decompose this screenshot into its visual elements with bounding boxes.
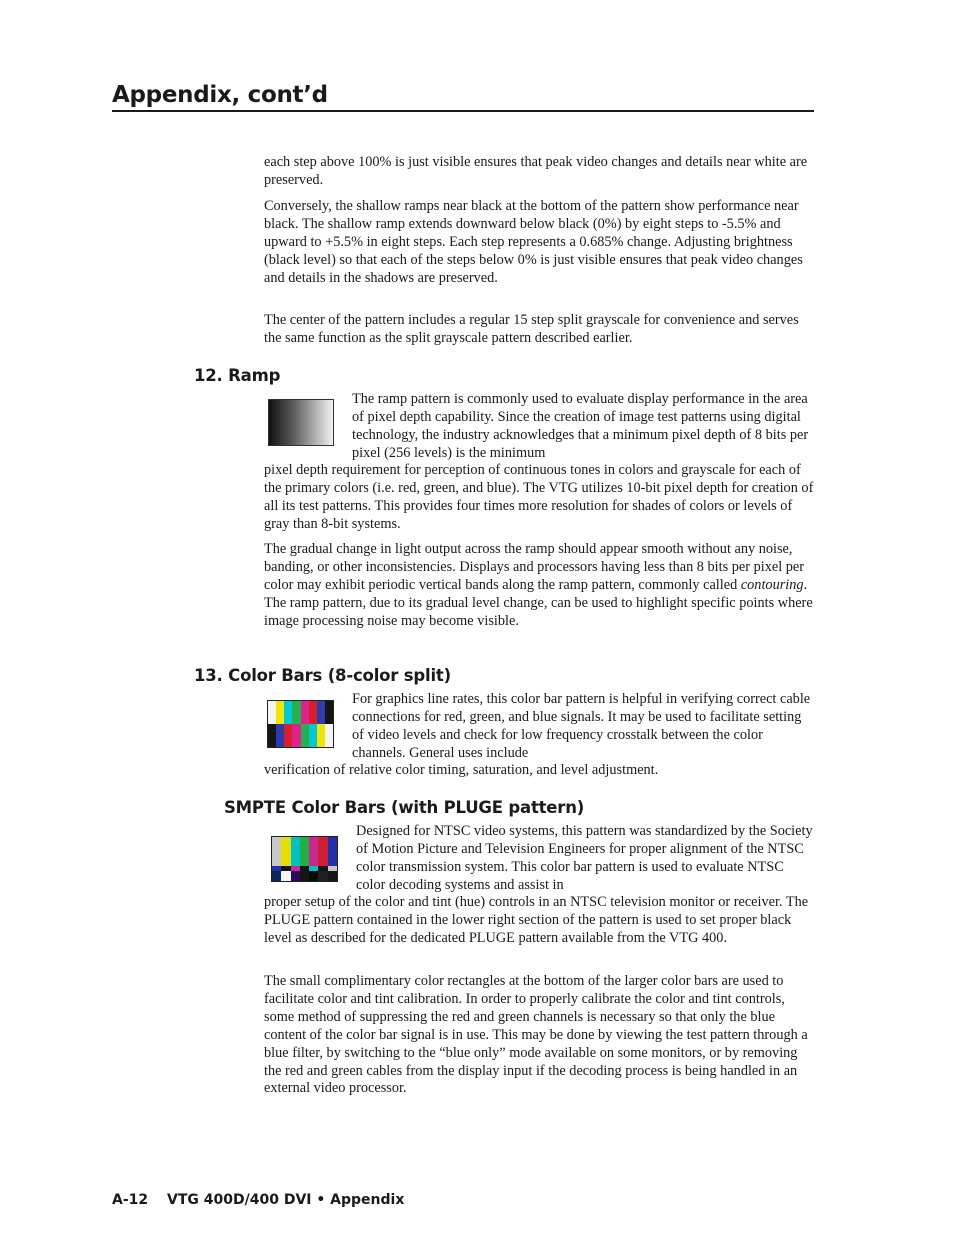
ramp-paragraph-2 bbox=[264, 541, 816, 631]
smpte-pluge-cell-4 bbox=[300, 871, 309, 881]
color-bar-top-7 bbox=[317, 701, 325, 724]
color-bar-top-3 bbox=[284, 701, 292, 724]
smpte-pluge-cell-5 bbox=[309, 871, 318, 881]
intro-paragraph-1: each step above 100% is just visible ensures that peak video changes and details near white are preserved. bbox=[264, 154, 808, 188]
color-bars-top-row bbox=[268, 701, 333, 724]
color-bars-pattern-thumbnail bbox=[267, 700, 334, 748]
smpte-bar-2 bbox=[281, 837, 290, 866]
smpte-pluge-cell-1 bbox=[272, 871, 281, 881]
color-bar-bottom-4 bbox=[292, 724, 300, 747]
color-bar-bottom-6 bbox=[309, 724, 317, 747]
color-bar-bottom-3 bbox=[284, 724, 292, 747]
page-header-title: Appendix, cont’d bbox=[112, 82, 814, 112]
color-bar-bottom-7 bbox=[317, 724, 325, 747]
smpte-bar-5 bbox=[309, 837, 318, 866]
intro-paragraph-3: The center of the pattern includes a regular 15 step split grayscale for convenience and serves the same function as the split grayscale pattern described earlier. bbox=[264, 312, 799, 346]
smpte-bar-3 bbox=[291, 837, 300, 866]
section-heading-ramp: 12. Ramp bbox=[194, 366, 281, 385]
color-bars-bottom-row bbox=[268, 724, 333, 747]
smpte-bar-4 bbox=[300, 837, 309, 866]
smpte-pattern-thumbnail bbox=[271, 836, 338, 882]
ramp-intro-text: The ramp pattern is commonly used to evaluate display performance in the area of pixel depth capability. Since the creation of image test patterns using digital technology, the industry acknowledges that a minimum pixel depth of 8 bits per pixel (256 levels) is the minimum bbox=[352, 391, 809, 461]
smpte-intro-text: Designed for NTSC video systems, this pattern was standardized by the Society of Motion Picture and Television Engineers for proper alignment of the NTSC color transmission system. This color bar pattern is used to evaluate NTSC color decoding systems and assist in bbox=[356, 823, 813, 893]
smpte-pluge-cell-7 bbox=[328, 871, 337, 881]
smpte-bar-6 bbox=[318, 837, 327, 866]
ramp-p2-part2: . The ramp pattern, due to its gradual level change, can be used to highlight specific points where image processing noise may become visible. bbox=[264, 576, 813, 629]
page-number: A-12 bbox=[112, 1192, 149, 1208]
ramp-p2-part1: The gradual change in light output across the ramp should appear smooth without any noise, banding, or other inconsistencies. Displays and processors having less than 8 bits per pixel per color may exhibit periodic vertical bands along the ramp pattern, commonly called bbox=[264, 541, 804, 593]
smpte-continued-text: proper setup of the color and tint (hue) controls in an NTSC television monitor or receiver. The PLUGE pattern contained in the lower right section of the pattern is used to set proper black level as described for the dedicated PLUGE pattern available from the VTG 400. bbox=[264, 894, 809, 946]
ramp-pattern-thumbnail bbox=[268, 399, 334, 446]
color-bars-continued-text: verification of relative color timing, saturation, and level adjustment. bbox=[264, 762, 659, 778]
smpte-bar-1 bbox=[272, 837, 281, 866]
smpte-paragraph-2: The small complimentary color rectangles at the bottom of the larger color bars are used to facilitate color and tint calibration. In order to properly calibrate the color and tint controls, some method of suppressing the red and green channels is necessary so that only the blue content of the color bar signal is in use. This may be done by viewing the test pattern through a blue filter, by switching to the “blue only” mode available on some monitors, or by removing the red and green cables from the display input if the decoding process is being handled in an external video processor. bbox=[264, 973, 808, 1097]
color-bar-top-5 bbox=[301, 701, 309, 724]
color-bar-top-2 bbox=[276, 701, 284, 724]
smpte-pluge-cell-6 bbox=[318, 871, 327, 881]
color-bar-bottom-8 bbox=[325, 724, 333, 747]
page-footer bbox=[112, 1192, 404, 1208]
color-bar-top-1 bbox=[268, 701, 276, 724]
color-bar-bottom-5 bbox=[301, 724, 309, 747]
ramp-continued-text: pixel depth requirement for perception of continuous tones in colors and grayscale for each of the primary colors (i.e. red, green, and blue). The VTG utilizes 10-bit pixel depth for creation of all its test patterns. This provides four times more resolution for shades of colors or levels of gray than 8-bit systems. bbox=[264, 462, 814, 532]
color-bars-intro-text: For graphics line rates, this color bar pattern is helpful in verifying correct cable connections for red, green, and blue signals. It may be used to facilitate setting of video levels and check for low frequency crosstalk between the color channels. General uses include bbox=[352, 691, 811, 761]
color-bar-top-4 bbox=[292, 701, 300, 724]
section-heading-color-bars: 13. Color Bars (8-color split) bbox=[194, 666, 451, 685]
smpte-pluge-cell-2 bbox=[281, 871, 290, 881]
section-heading-smpte: SMPTE Color Bars (with PLUGE pattern) bbox=[224, 798, 585, 817]
color-bar-top-8 bbox=[325, 701, 333, 724]
color-bar-bottom-1 bbox=[268, 724, 276, 747]
intro-paragraph-2: Conversely, the shallow ramps near black at the bottom of the pattern show performance near black. The shallow ramp extends downward below black (0%) by eight steps to -5.5% and upward to +5.5% in eight steps. Each step represents a 0.685% change. Adjusting brightness (black level) so that each of the steps below 0% is just visible ensures that peak video changes and details in the shadows are preserved. bbox=[264, 198, 803, 286]
color-bar-bottom-2 bbox=[276, 724, 284, 747]
smpte-pluge-cell-3 bbox=[291, 871, 300, 881]
smpte-main-bars bbox=[272, 837, 337, 866]
color-bar-top-6 bbox=[309, 701, 317, 724]
ramp-p2-emphasis: contouring bbox=[740, 576, 804, 593]
smpte-bar-7 bbox=[328, 837, 337, 866]
document-title: VTG 400D/400 DVI • Appendix bbox=[167, 1192, 405, 1208]
smpte-pluge-row bbox=[272, 871, 337, 881]
